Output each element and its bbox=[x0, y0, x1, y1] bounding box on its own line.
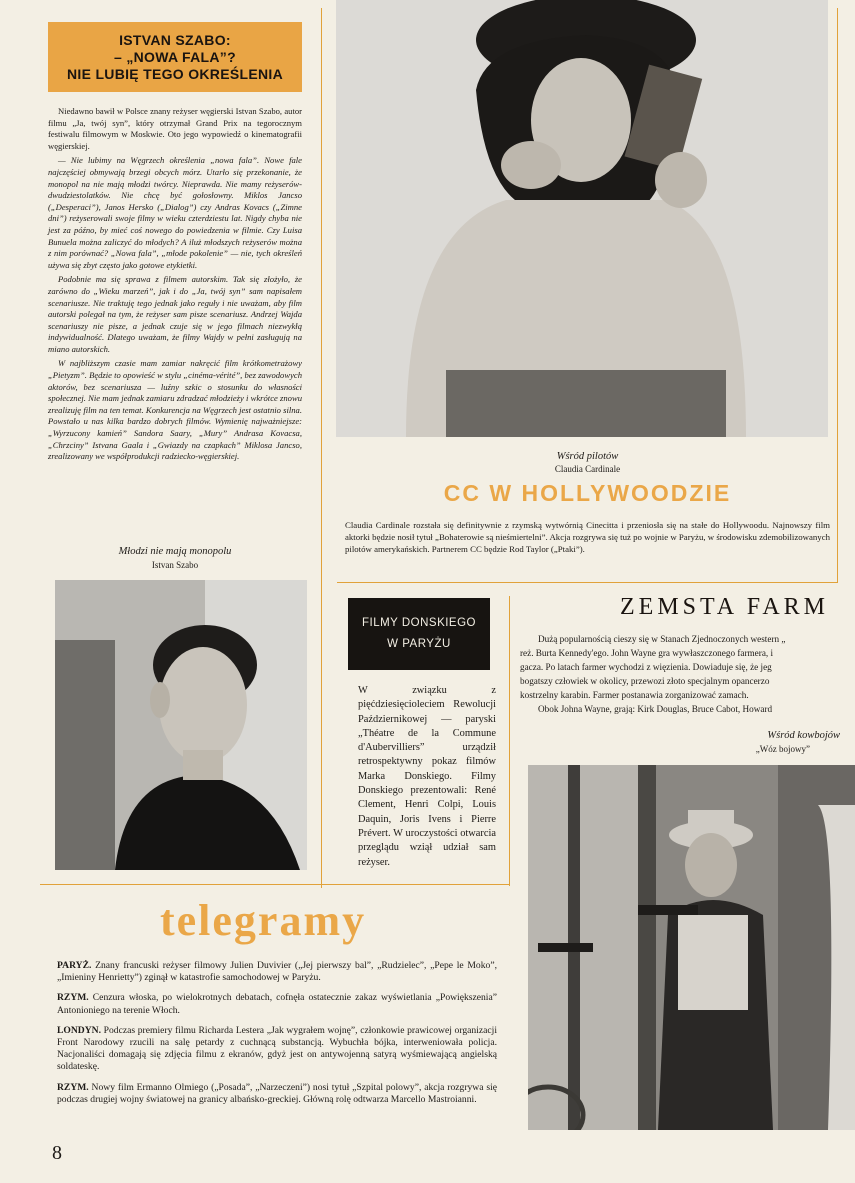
telegram-text: Nowy film Ermanno Olmiego („Posada”, „Narzeczeni”) nosi tytuł „Szpital polowy”, akcja rozgrywa się podczas drugiej wojny światowej na granicy albańsko-greckiej. Główną rolę odtwarza Marcello Mastroianni. bbox=[57, 1081, 497, 1105]
section-divider-telegramy bbox=[40, 884, 510, 885]
szabo-caption-italic: Młodzi nie mają monopolu bbox=[118, 546, 232, 557]
filmy-title-line2: W PARYŻU bbox=[387, 638, 451, 650]
cardinale-caption-name: Claudia Cardinale bbox=[554, 464, 621, 474]
zemsta-line6: Obok Johna Wayne, grają: Kirk Douglas, Bruce Cabot, Howard bbox=[538, 704, 773, 714]
zemsta-line1: Dużą popularnością cieszy się w Stanach Zjednoczonych western „ bbox=[538, 634, 786, 644]
telegram-city: RZYM. bbox=[57, 992, 89, 1004]
telegram-city: PARYŻ. bbox=[57, 960, 92, 971]
western-illustration bbox=[528, 765, 855, 1130]
cardinale-photo bbox=[336, 0, 828, 437]
telegramy-headline: telegramy bbox=[160, 896, 367, 945]
page-number: 8 bbox=[52, 1142, 62, 1164]
filmy-article: W związku z pięćdziesięcioleciem Rewolucji Październikowej — paryski „Théatre de la Commune d'Aubervilliers” urządził retrospektywny pokaz filmów Marka Donskiego. Filmy Donskiego prezentowali: René Clement, Henri Colpi, Louis Daquin, Joris Ivens i Pierre Prévert. W uroczystości otwarcia przeglądu wziął udział sam reżyser. bbox=[358, 685, 496, 868]
szabo-para3: W najbliższym czasie mam zamiar nakręcić film krótkometrażowy „Pietyzm”. Będzie to opowieść w stylu „cinéma-vérité”, bez zawodowych aktorów, bez scenariusza — luźny szkic o stosunku do własności społecznej. Nie mam jednak zamiaru zdradzać młodzieży i wkrótce znowu zrealizuję film na ten temat. Konkurencja na Węgrzech jest ostatnio silna. Powstało u nas kilka bardzo dobrych filmów. Wymienię najważniejsze: „Wyrzucony kamień” Sandora Saary, „Mury” Andrasa Kovacsa, „Chrzciny” Istvana Gaala i „Gwiazdy na czapkach” Miklosa Jancso, zrealizowany we współprodukcji radziecko-węgierskiej. bbox=[48, 358, 302, 462]
column-divider-mid bbox=[509, 596, 510, 886]
telegram-item bbox=[57, 960, 497, 984]
cardinale-caption-italic: Wśród pilotów bbox=[556, 451, 619, 462]
telegramy-list bbox=[57, 960, 497, 1114]
zemsta-caption-name: „Wóz bojowy” bbox=[755, 744, 810, 754]
telegram-text: Znany francuski reżyser filmowy Julien Duvivier („Jej pierwszy bal”, „Rudzielec”, „Pepe le Moko”, „Imieniny Henrietty”) zginął w katastrofie samochodowej w Paryżu. bbox=[57, 960, 497, 984]
zemsta-line4: bogatszy człowiek w okolicy, przewozi złoto specjalnym opancerzo bbox=[520, 676, 770, 686]
zemsta-headline: ZEMSTA FARM bbox=[620, 594, 829, 620]
szabo-title-box bbox=[48, 22, 302, 92]
szabo-caption-name: Istvan Szabo bbox=[151, 560, 199, 570]
zemsta-line2: reż. Burta Kennedy'ego. John Wayne gra wywłaszczonego farmera, i bbox=[520, 648, 774, 658]
telegram-item bbox=[57, 1025, 497, 1074]
szabo-title-line2: – „NOWA FALA”? bbox=[114, 48, 236, 65]
telegram-text: Cenzura włoska, po wielokrotnych debatach, cofnęła ostatecznie zakaz wyświetlania „Powiększenia” Antonioniego na terenie Włoch. bbox=[57, 992, 497, 1016]
telegram-item bbox=[57, 992, 497, 1016]
telegram-city: RZYM. bbox=[57, 1081, 89, 1093]
szabo-portrait-illustration bbox=[55, 580, 307, 870]
section-divider-top bbox=[337, 582, 837, 583]
szabo-para2: Podobnie ma się sprawa z filmem autorskim. Tak się złożyło, że zarówno do „Wieku marzeń”, jak i do „Ja, twój syn” sam napisałem scenariusze. Nie traktuję tego jednak jako reguły i nie uważam, aby film autorski polegał na tym, że reżyser sam pisze scenariusz. Andrzej Wajda scenariuszy nie pisze, a jednak czuje się w jego filmach niezwykłą indywidualność. Dlatego uważam, że filmy Wajdy w pełni zasługują na miano autorskich. bbox=[48, 274, 302, 354]
zemsta-article bbox=[520, 632, 855, 716]
szabo-para1: — Nie lubimy na Węgrzech określenia „nowa fala”. Nowe fale najczęściej obmywają brzegi obcych mórz. Utarło się przekonanie, że monopol na nie mają młodzi twórcy. Nieprawda. Nie mamy reżyserów-dwudziestolatków. Nie chcę być gołosłowny. Miklos Jancso („Desperaci”), Janos Hersko („Dialog”) czy Andras Kovacs („Zimne dni”) reżyserowali swoje filmy w wieku czterdziestu lat. Nigdy chyba nie jest za późno, by mieć coś nowego do powiedzenia w filmie. Czy Luisa Bunuela można zaliczyć do młodych? A iluż młodszych reżyserów można z nim porównać? „Nowa fala”, „młode pokolenie” — nie, tych określeń używa się zbyt często jako gotowe etykietki. bbox=[48, 155, 302, 270]
telegram-item bbox=[57, 1082, 497, 1106]
filmy-title-box bbox=[348, 598, 490, 670]
telegram-city: LONDYN. bbox=[57, 1024, 101, 1036]
szabo-portrait-photo bbox=[55, 580, 307, 870]
filmy-title-line1: FILMY DONSKIEGO bbox=[361, 617, 476, 629]
cardinale-illustration bbox=[336, 0, 828, 437]
cc-headline: CC W HOLLYWOODZIE bbox=[443, 480, 732, 506]
szabo-intro: Niedawno bawił w Polsce znany reżyser węgierski Istvan Szabo, autor filmu „Ja, twój syn”, który otrzymał Grand Prix na tegorocznym festiwalu filmowym w Moskwie. Oto jego wypowiedź o kinematografii węgierskiej. bbox=[48, 106, 302, 151]
telegram-text: Podczas premiery filmu Richarda Lestera „Jak wygrałem wojnę”, członkowie prawicowej organizacji Front Narodowy rzucili na salę petardy z cuchnącą substancją. Wybuchła bójka, interweniowała policja. Nacjonaliści domagają się zdjęcia filmu z ekranów, gdyż jest on antywojenną satyrą wyśmiewającą angielską soldateskę. bbox=[57, 1024, 497, 1073]
cc-article: Claudia Cardinale rozstała się definitywnie z rzymską wytwórnią Cinecitta i przeniosła się na stałe do Hollywoodu. Najnowszy film aktorki będzie nosił tytuł „Bohaterowie są nieśmiertelni”. Akcja rozgrywa się tuż po wojnie w Paryżu, w środowisku zdemobilizowanych pilotów amerykańskich. Partnerem CC będzie Rod Taylor („Ptaki”). bbox=[345, 520, 830, 554]
zemsta-line5: kostrzelny karabin. Farmer postanawia zorganizować zamach. bbox=[520, 690, 749, 700]
western-photo bbox=[528, 765, 855, 1130]
szabo-title-line3: NIE LUBIĘ TEGO OKREŚLENIA bbox=[67, 65, 283, 82]
zemsta-line3: gacza. Po latach farmer wychodzi z więzienia. Dowiaduje się, że jeg bbox=[520, 662, 772, 672]
szabo-title-line1: ISTVAN SZABO: bbox=[119, 31, 231, 48]
szabo-article bbox=[48, 106, 302, 463]
zemsta-caption-italic: Wśród kowbojów bbox=[767, 730, 840, 741]
column-divider-left bbox=[321, 8, 322, 888]
